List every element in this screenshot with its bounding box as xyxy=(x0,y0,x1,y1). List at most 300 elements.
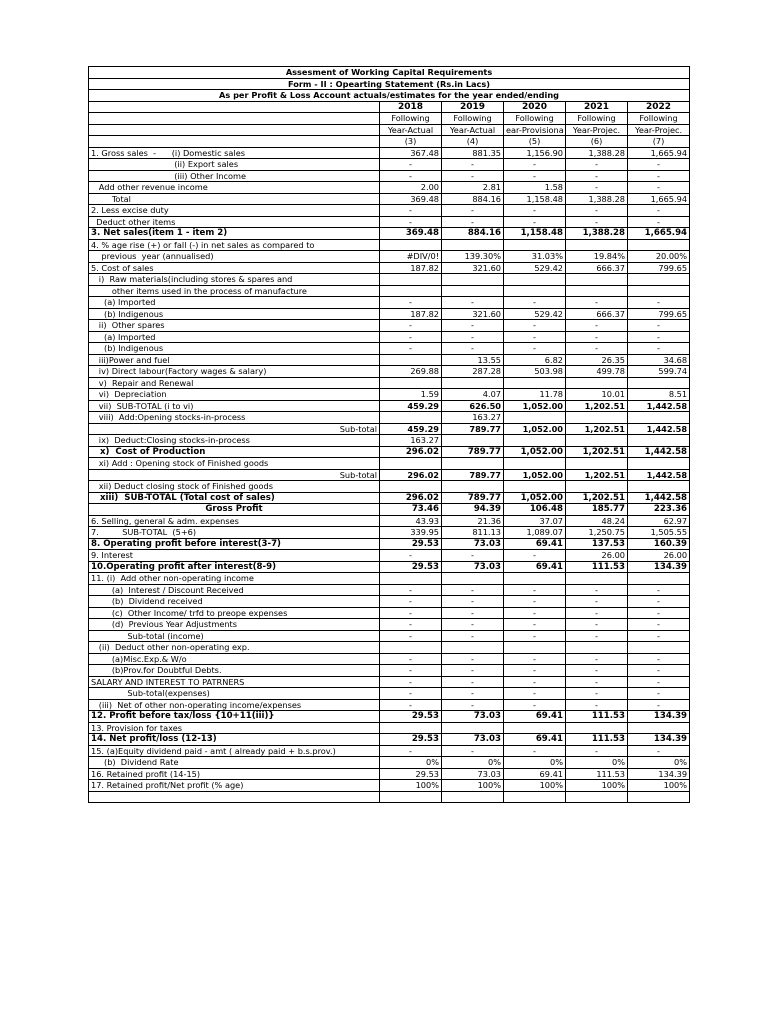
value-cell: 29.53 xyxy=(380,768,442,780)
value-cell: 20.00% xyxy=(628,251,690,263)
value-cell: - xyxy=(566,320,628,332)
row-label: Deduct other items xyxy=(89,216,380,228)
value-cell: - xyxy=(504,630,566,642)
row-label: ix) Deduct:Closing stocks-in-process xyxy=(89,435,380,447)
value-cell xyxy=(504,458,566,470)
value-cell: 1,052.00 xyxy=(504,400,566,412)
table-row xyxy=(89,722,690,734)
value-cell xyxy=(380,377,442,389)
row-label: SALARY AND INTEREST TO PATRNERS xyxy=(89,676,380,688)
value-cell xyxy=(628,481,690,493)
value-cell: 529.42 xyxy=(504,262,566,274)
row-label: (a)Misc.Exp.& W/o xyxy=(89,653,380,665)
value-cell: 503.98 xyxy=(504,366,566,378)
value-cell: 269.88 xyxy=(380,366,442,378)
row-label: 4. % age rise (+) or fall (-) in net sales as compared to xyxy=(89,239,380,251)
value-cell: 73.03 xyxy=(442,711,504,723)
value-cell xyxy=(380,458,442,470)
value-cell: - xyxy=(380,584,442,596)
column-header: Year-Projec. xyxy=(566,124,628,136)
value-cell: - xyxy=(442,596,504,608)
table-row xyxy=(89,780,690,792)
value-cell xyxy=(566,722,628,734)
value-cell xyxy=(628,239,690,251)
table-row xyxy=(89,688,690,700)
value-cell: 6.82 xyxy=(504,354,566,366)
value-cell: - xyxy=(628,688,690,700)
value-cell: 1,442.58 xyxy=(628,492,690,504)
value-cell: - xyxy=(504,619,566,631)
value-cell xyxy=(566,285,628,297)
value-cell: 321.60 xyxy=(442,262,504,274)
table-row xyxy=(89,734,690,746)
value-cell xyxy=(628,642,690,654)
row-label: vi) Depreciation xyxy=(89,389,380,401)
value-cell: 0% xyxy=(442,757,504,769)
value-cell: 287.28 xyxy=(442,366,504,378)
row-label: (ii) Deduct other non-operating exp. xyxy=(89,642,380,654)
value-cell xyxy=(504,435,566,447)
value-cell xyxy=(566,481,628,493)
value-cell: - xyxy=(628,297,690,309)
value-cell: 1.58 xyxy=(504,182,566,194)
value-cell: 100% xyxy=(566,780,628,792)
value-cell: - xyxy=(442,331,504,343)
value-cell: - xyxy=(566,170,628,182)
table-row xyxy=(89,285,690,297)
value-cell: - xyxy=(566,699,628,711)
table-row xyxy=(89,412,690,424)
value-cell: 69.41 xyxy=(504,538,566,550)
value-cell: 134.39 xyxy=(628,561,690,573)
row-label: xii) Deduct closing stock of Finished goods xyxy=(89,481,380,493)
value-cell xyxy=(442,285,504,297)
value-cell: - xyxy=(628,320,690,332)
value-cell: 187.82 xyxy=(380,262,442,274)
value-cell: 367.48 xyxy=(380,147,442,159)
value-cell: 185.77 xyxy=(566,504,628,516)
value-cell: - xyxy=(442,297,504,309)
table-row xyxy=(89,504,690,516)
value-cell: - xyxy=(566,619,628,631)
value-cell: 73.46 xyxy=(380,504,442,516)
column-header: Following xyxy=(380,113,442,125)
value-cell xyxy=(504,573,566,585)
value-cell: - xyxy=(628,619,690,631)
value-cell: - xyxy=(504,159,566,171)
sheet-title: As per Profit & Loss Account actuals/estimates for the year ended/ending xyxy=(89,90,690,102)
value-cell xyxy=(380,791,442,803)
row-label: 7. SUB-TOTAL (5+6) xyxy=(89,527,380,539)
value-cell: 62.97 xyxy=(628,515,690,527)
value-cell: 296.02 xyxy=(380,492,442,504)
value-cell: - xyxy=(442,630,504,642)
value-cell xyxy=(566,377,628,389)
value-cell: - xyxy=(566,676,628,688)
value-cell: 111.53 xyxy=(566,768,628,780)
value-cell: 811.13 xyxy=(442,527,504,539)
value-cell: 29.53 xyxy=(380,538,442,550)
value-cell: 19.84% xyxy=(566,251,628,263)
value-cell: - xyxy=(380,653,442,665)
value-cell xyxy=(442,274,504,286)
table-row xyxy=(89,561,690,573)
column-header: Following xyxy=(442,113,504,125)
title-row xyxy=(89,90,690,102)
value-cell: - xyxy=(380,665,442,677)
row-label: other items used in the process of manufacture xyxy=(89,285,380,297)
value-cell: - xyxy=(442,619,504,631)
value-cell: 1,388.28 xyxy=(566,193,628,205)
row-label: iii)Power and fuel xyxy=(89,354,380,366)
value-cell xyxy=(380,573,442,585)
value-cell: 21.36 xyxy=(442,515,504,527)
value-cell xyxy=(566,458,628,470)
value-cell: - xyxy=(504,688,566,700)
header-label-cell xyxy=(89,101,380,113)
table-row xyxy=(89,676,690,688)
row-label: 8. Operating profit before interest(3-7) xyxy=(89,538,380,550)
value-cell: - xyxy=(504,584,566,596)
row-label: (b) Indigenous xyxy=(89,343,380,355)
value-cell: 69.41 xyxy=(504,768,566,780)
value-cell: 163.27 xyxy=(442,412,504,424)
value-cell: 37.07 xyxy=(504,515,566,527)
value-cell: 626.50 xyxy=(442,400,504,412)
value-cell: 100% xyxy=(504,780,566,792)
value-cell: - xyxy=(380,745,442,757)
value-cell: - xyxy=(442,745,504,757)
value-cell: 43.93 xyxy=(380,515,442,527)
value-cell: 884.16 xyxy=(442,193,504,205)
value-cell: 1,442.58 xyxy=(628,423,690,435)
table-row xyxy=(89,435,690,447)
table-row xyxy=(89,791,690,803)
row-label: 13. Provision for taxes xyxy=(89,722,380,734)
value-cell: - xyxy=(442,584,504,596)
value-cell: 1,089.07 xyxy=(504,527,566,539)
table-row xyxy=(89,745,690,757)
value-cell xyxy=(380,274,442,286)
value-cell: - xyxy=(566,745,628,757)
row-label: (b) Indigenous xyxy=(89,308,380,320)
table-row xyxy=(89,147,690,159)
value-cell: - xyxy=(566,596,628,608)
table-row xyxy=(89,550,690,562)
table-row xyxy=(89,366,690,378)
value-cell: 11.78 xyxy=(504,389,566,401)
value-cell: - xyxy=(504,320,566,332)
value-cell xyxy=(380,412,442,424)
value-cell: - xyxy=(504,699,566,711)
table-row xyxy=(89,469,690,481)
value-cell: - xyxy=(442,205,504,217)
value-cell: 0% xyxy=(628,757,690,769)
value-cell: 1,202.51 xyxy=(566,423,628,435)
table-row xyxy=(89,320,690,332)
value-cell: - xyxy=(628,596,690,608)
value-cell: - xyxy=(566,331,628,343)
row-label: vii) SUB-TOTAL (i to vi) xyxy=(89,400,380,412)
value-cell: 163.27 xyxy=(380,435,442,447)
value-cell xyxy=(442,642,504,654)
table-row xyxy=(89,343,690,355)
value-cell: - xyxy=(504,653,566,665)
row-label: v) Repair and Renewal xyxy=(89,377,380,389)
table-row xyxy=(89,492,690,504)
value-cell: - xyxy=(442,699,504,711)
value-cell: 1,442.58 xyxy=(628,400,690,412)
row-label: Sub-total(expenses) xyxy=(89,688,380,700)
value-cell: - xyxy=(566,630,628,642)
value-cell: 111.53 xyxy=(566,561,628,573)
column-header: Following xyxy=(504,113,566,125)
table-row xyxy=(89,274,690,286)
title-row xyxy=(89,67,690,79)
table-row xyxy=(89,527,690,539)
value-cell: - xyxy=(628,343,690,355)
value-cell: 48.24 xyxy=(566,515,628,527)
column-header: 2022 xyxy=(628,101,690,113)
value-cell: - xyxy=(504,170,566,182)
header-label-cell xyxy=(89,113,380,125)
value-cell: 137.53 xyxy=(566,538,628,550)
value-cell xyxy=(380,481,442,493)
value-cell: - xyxy=(380,550,442,562)
value-cell xyxy=(628,435,690,447)
value-cell: - xyxy=(628,159,690,171)
table-row xyxy=(89,757,690,769)
value-cell xyxy=(504,377,566,389)
value-cell: 1,158.48 xyxy=(504,228,566,240)
value-cell: 10.01 xyxy=(566,389,628,401)
row-label: iv) Direct labour(Factory wages & salary) xyxy=(89,366,380,378)
column-header: 2021 xyxy=(566,101,628,113)
value-cell: 1,442.58 xyxy=(628,446,690,458)
value-cell: 111.53 xyxy=(566,711,628,723)
table-row xyxy=(89,573,690,585)
value-cell: - xyxy=(566,216,628,228)
value-cell: 1,202.51 xyxy=(566,446,628,458)
value-cell: 529.42 xyxy=(504,308,566,320)
value-cell: - xyxy=(628,745,690,757)
value-cell: - xyxy=(504,607,566,619)
value-cell xyxy=(566,239,628,251)
column-header: 2019 xyxy=(442,101,504,113)
value-cell: - xyxy=(504,297,566,309)
value-cell: - xyxy=(504,216,566,228)
value-cell: - xyxy=(380,343,442,355)
table-row xyxy=(89,642,690,654)
value-cell: - xyxy=(380,216,442,228)
table-row xyxy=(89,711,690,723)
value-cell: 223.36 xyxy=(628,504,690,516)
table-row xyxy=(89,354,690,366)
row-label: (b)Prov.for Doubtful Debts. xyxy=(89,665,380,677)
value-cell xyxy=(566,573,628,585)
column-header: (3) xyxy=(380,136,442,148)
column-header: Following xyxy=(628,113,690,125)
table-row xyxy=(89,389,690,401)
sheet-title: Form - II : Opearting Statement (Rs.in Lacs) xyxy=(89,78,690,90)
row-label: 5. Cost of sales xyxy=(89,262,380,274)
value-cell: - xyxy=(504,676,566,688)
table-row xyxy=(89,596,690,608)
value-cell: 26.35 xyxy=(566,354,628,366)
value-cell: - xyxy=(628,630,690,642)
row-label: Sub-total xyxy=(89,469,380,481)
table-row xyxy=(89,458,690,470)
header-label-cell xyxy=(89,136,380,148)
value-cell: 187.82 xyxy=(380,308,442,320)
value-cell: 789.77 xyxy=(442,423,504,435)
row-label: xiii) SUB-TOTAL (Total cost of sales) xyxy=(89,492,380,504)
row-label: 10.Operating profit after interest(8-9) xyxy=(89,561,380,573)
table-row xyxy=(89,377,690,389)
value-cell: 134.39 xyxy=(628,734,690,746)
value-cell: 1,202.51 xyxy=(566,492,628,504)
table-row xyxy=(89,630,690,642)
table-row xyxy=(89,182,690,194)
value-cell: - xyxy=(566,688,628,700)
value-cell xyxy=(628,722,690,734)
value-cell: 26.00 xyxy=(628,550,690,562)
value-cell xyxy=(442,377,504,389)
value-cell xyxy=(442,573,504,585)
row-label: xi) Add : Opening stock of Finished goods xyxy=(89,458,380,470)
value-cell xyxy=(380,239,442,251)
value-cell: 1,388.28 xyxy=(566,228,628,240)
value-cell: 339.95 xyxy=(380,527,442,539)
table-row xyxy=(89,619,690,631)
row-label: 16. Retained profit (14-15) xyxy=(89,768,380,780)
value-cell: 26.00 xyxy=(566,550,628,562)
value-cell: - xyxy=(380,159,442,171)
value-cell: 69.41 xyxy=(504,734,566,746)
value-cell: 789.77 xyxy=(442,492,504,504)
value-cell: - xyxy=(628,665,690,677)
row-label: 11. (i) Add other non-operating income xyxy=(89,573,380,585)
table-row xyxy=(89,205,690,217)
title-row xyxy=(89,78,690,90)
value-cell: 13.55 xyxy=(442,354,504,366)
value-cell: - xyxy=(566,653,628,665)
value-cell: - xyxy=(504,596,566,608)
table-row xyxy=(89,607,690,619)
row-label: (b) Dividend Rate xyxy=(89,757,380,769)
value-cell: - xyxy=(628,170,690,182)
table-row xyxy=(89,159,690,171)
value-cell: 134.39 xyxy=(628,711,690,723)
value-cell: 1,665.94 xyxy=(628,228,690,240)
value-cell xyxy=(504,274,566,286)
value-cell: - xyxy=(442,170,504,182)
value-cell: 29.53 xyxy=(380,734,442,746)
value-cell: - xyxy=(442,607,504,619)
value-cell xyxy=(442,435,504,447)
value-cell: 34.68 xyxy=(628,354,690,366)
value-cell: - xyxy=(380,331,442,343)
column-header: Year-Actual xyxy=(380,124,442,136)
value-cell: 1,250.75 xyxy=(566,527,628,539)
value-cell: - xyxy=(504,745,566,757)
value-cell: - xyxy=(380,688,442,700)
value-cell: 459.29 xyxy=(380,423,442,435)
value-cell: - xyxy=(504,331,566,343)
value-cell xyxy=(566,435,628,447)
value-cell: - xyxy=(442,665,504,677)
value-cell: - xyxy=(566,159,628,171)
value-cell: 1,388.28 xyxy=(566,147,628,159)
row-label: 15. (a)Equity dividend paid - amt ( already paid + b.s.prov.) xyxy=(89,745,380,757)
value-cell: 73.03 xyxy=(442,734,504,746)
value-cell xyxy=(628,412,690,424)
value-cell: - xyxy=(628,205,690,217)
value-cell: 321.60 xyxy=(442,308,504,320)
row-label: 3. Net sales(item 1 - item 2) xyxy=(89,228,380,240)
row-label: Add other revenue income xyxy=(89,182,380,194)
value-cell xyxy=(380,642,442,654)
value-cell: - xyxy=(628,216,690,228)
value-cell: 1,052.00 xyxy=(504,469,566,481)
value-cell: - xyxy=(442,676,504,688)
row-label: Gross Profit xyxy=(89,504,380,516)
value-cell: - xyxy=(566,182,628,194)
value-cell xyxy=(628,377,690,389)
value-cell: 369.48 xyxy=(380,228,442,240)
table-row xyxy=(89,768,690,780)
value-cell: 1,665.94 xyxy=(628,193,690,205)
column-header: Following xyxy=(566,113,628,125)
value-cell: 369.48 xyxy=(380,193,442,205)
value-cell xyxy=(628,285,690,297)
table-row xyxy=(89,170,690,182)
value-cell: 0% xyxy=(380,757,442,769)
value-cell: 69.41 xyxy=(504,561,566,573)
value-cell: 2.81 xyxy=(442,182,504,194)
value-cell: 296.02 xyxy=(380,469,442,481)
value-cell xyxy=(442,791,504,803)
row-label: (b) Dividend received xyxy=(89,596,380,608)
row-label: ii) Other spares xyxy=(89,320,380,332)
value-cell: - xyxy=(380,170,442,182)
value-cell: 160.39 xyxy=(628,538,690,550)
value-cell: 799.65 xyxy=(628,262,690,274)
value-cell xyxy=(504,642,566,654)
operating-statement-table xyxy=(88,66,690,803)
value-cell: 1,202.51 xyxy=(566,469,628,481)
table-row xyxy=(89,515,690,527)
value-cell: 296.02 xyxy=(380,446,442,458)
value-cell: - xyxy=(504,205,566,217)
row-label: (c) Other Income/ trfd to preope expenses xyxy=(89,607,380,619)
table-row xyxy=(89,400,690,412)
value-cell: 8.51 xyxy=(628,389,690,401)
row-label: Total xyxy=(89,193,380,205)
value-cell xyxy=(442,481,504,493)
value-cell xyxy=(504,239,566,251)
value-cell: - xyxy=(504,665,566,677)
value-cell: - xyxy=(628,182,690,194)
column-header: (4) xyxy=(442,136,504,148)
value-cell: 666.37 xyxy=(566,262,628,274)
value-cell: 73.03 xyxy=(442,768,504,780)
value-cell: 73.03 xyxy=(442,561,504,573)
row-label: 12. Profit before tax/loss {10+11(iii)} xyxy=(89,711,380,723)
value-cell: - xyxy=(628,676,690,688)
value-cell xyxy=(442,458,504,470)
value-cell: 1.59 xyxy=(380,389,442,401)
